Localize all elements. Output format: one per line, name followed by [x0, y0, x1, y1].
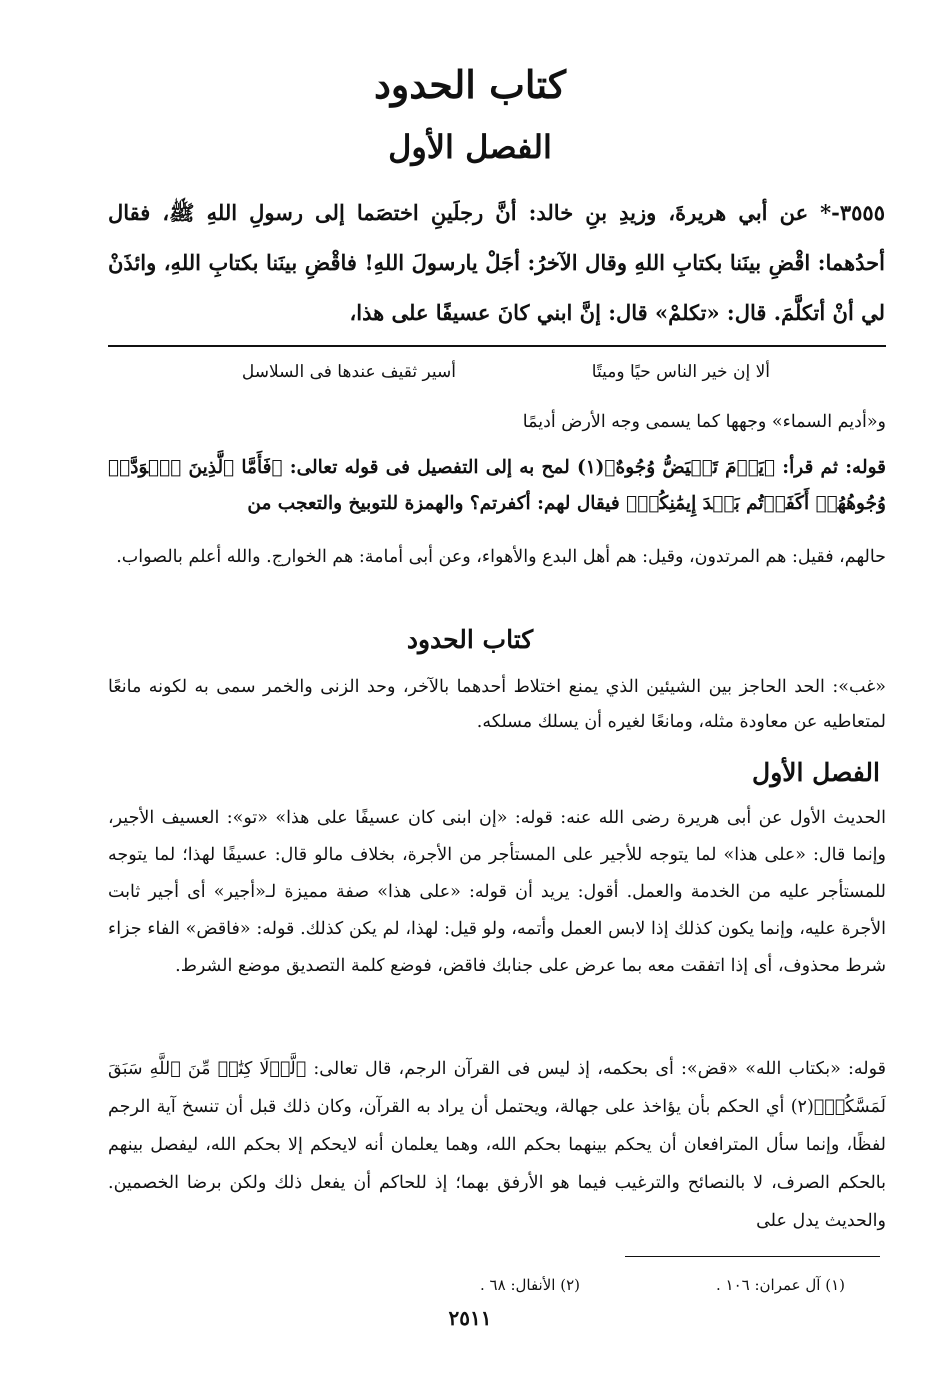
- section-heading: كتاب الحدود: [406, 625, 534, 654]
- poem-verse: [108, 362, 886, 398]
- separator-rule: [108, 345, 886, 347]
- fasl-heading: الفصل الأول: [752, 758, 880, 787]
- commentary-paragraph: حالهم، فقيل: هم المرتدون، وقيل: هم أهل البدع والأهواء، وعن أبى أمامة: هم الخوارج. والله أعلم بالصواب.: [116, 547, 886, 567]
- explanation-paragraph: قوله: «بكتاب الله» «قض»: أى بحكمه، إذ ليس فى القرآن الرجم، قال تعالى: ﴿لَّوۡلَا كِتَٰبٞ مِّنَ ٱللَّهِ سَبَقَ لَمَسَّكُمۡ﴾(٢) أي الحكم بأن يؤاخذ على جهالة، ويحتمل أن يراد به القرآن، وكان ذلك قبل أن تنسخ آية الرجم لفظًا، وإنما سأل المترافعان أن يحكم بينهما بحكم الله، وهما يعلمان أنه لايحكم إلا بحكم الله، ليفصل بينهم بالحكم الصرف، لا بالنصائح والترغيب فيما هو الأرفق بهما؛ إذ للحاكم أن يفعل ذلك ولكن برضا الخصمين. والحديث يدل على: [108, 1059, 886, 1231]
- explanation-paragraph: الحديث الأول عن أبى هريرة رضى الله عنه: قوله: «إن ابنى كان عسيفًا على هذا» «تو»: العسيف الأجير، وإنما قال: «على هذا» لما يتوجه للأجير على المستأجر من الأجرة، بخلاف مالو قال: عسيفًا لهذا؛ لما يتوجه للمستأجر عليه من الخدمة والعمل. أقول: يريد أن قوله: «على هذا» صفة مميزة لـ«أجير» أى أجير ثابت الأجرة عليه، وإنما يكون كذلك إذا لابس العمل وأتمه، ولو قيل: لهذا، لم يكن كذلك. قوله: «فاقض» الفاء جزاء شرط محذوف، أى إذا اتفقت معه بما عرض على جنابك فاقض، فوضع كلمة التصديق موضع الشرط.: [108, 808, 886, 976]
- footnote-rule: [625, 1256, 880, 1257]
- chapter-title: الفصل الأول: [388, 128, 552, 166]
- page-number: ٢٥١١: [448, 1306, 492, 1330]
- poem-hemistich-left: أسير ثقيف عندها فى السلاسل: [241, 362, 456, 382]
- poem-hemistich-right: ألا إن خير الناس حيًا وميتًا: [591, 362, 770, 382]
- book-title: كتاب الحدود: [373, 62, 567, 107]
- commentary-paragraph: و«أديم السماء» وجهها كما يسمى وجه الأرض أديمًا: [522, 412, 886, 432]
- definition-paragraph: «غب»: الحد الحاجز بين الشيئين الذي يمنع اختلاط أحدهما بالآخر، وحد الزنى والخمر سمى به لكونه مانعًا لمتعاطيه عن معاودة مثله، ومانعًا لغيره أن يسلك مسلكه.: [108, 677, 886, 732]
- hadith-text: ٣٥٥٥-* عن أبي هريرةَ، وزيدِ بنِ خالد: أنَّ رجلَينِ اختصَما إلى رسولِ اللهِ ﷺ، فقال أحدُهما: اقْضِ بينَنا بكتابِ اللهِ وقال الآخرُ: أجَلْ يارسولَ اللهِ! فاقْضِ بينَنا بكتابِ اللهِ، وائذَنْ لي أنْ أتكلَّمَ. قال: «تكلمْ» قال: إنَّ ابني كانَ عسيفًا على هذا،: [108, 200, 885, 325]
- commentary-paragraph: قوله: ثم قرأ: ﴿يَوۡمَ تَبۡيَضُّ وُجُوهٌ﴾(١) لمح به إلى التفصيل فى قوله تعالى: ﴿فَأَمَّا ٱلَّذِينَ ٱسۡوَدَّتۡ وُجُوهُهُمۡ أَكَفَرۡتُم بَعۡدَ إِيمَٰنِكُمۡ﴾ فيقال لهم: أكفرتم؟ والهمزة للتوبيخ والتعجب من: [108, 457, 886, 514]
- footnote: (٢) الأنفال: ٦٨ .: [480, 1276, 580, 1294]
- footnote: (١) آل عمران: ١٠٦ .: [716, 1276, 845, 1294]
